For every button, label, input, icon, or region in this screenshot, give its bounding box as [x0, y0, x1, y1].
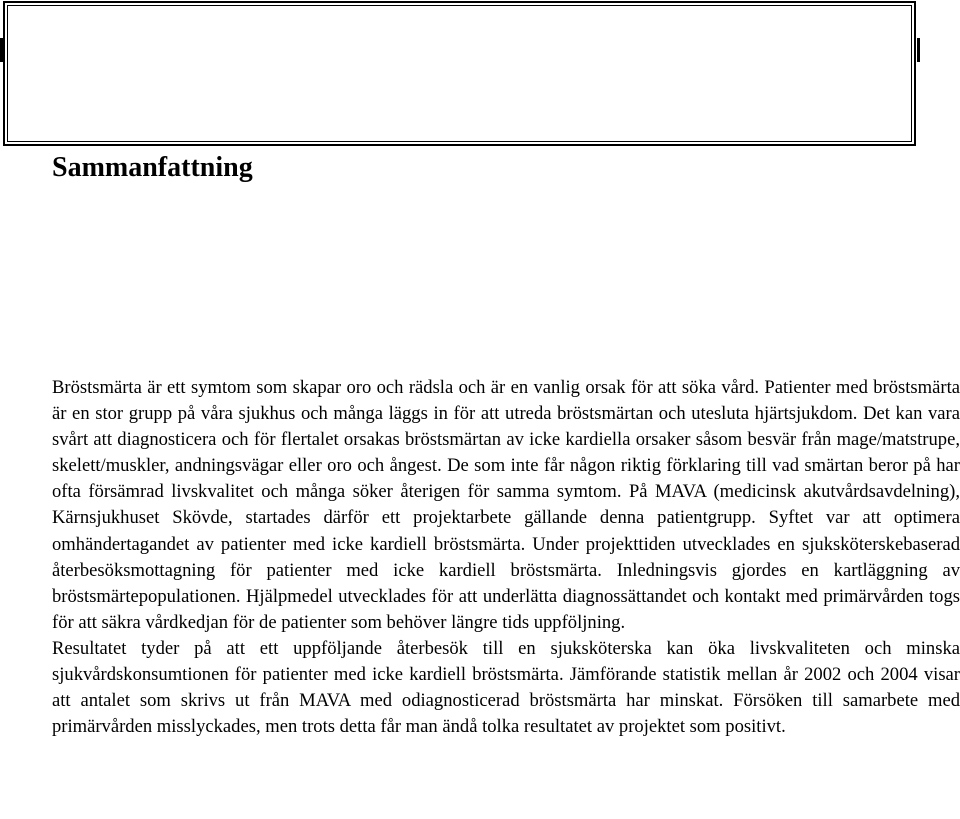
summary-body [52, 375, 960, 740]
header-edge-mark-right [917, 38, 920, 62]
header-edge-mark-left [0, 38, 3, 62]
header-frame [3, 1, 916, 146]
summary-paragraph-2: Resultatet tyder på att ett uppföljande återbesök till en sjuksköterska kan öka livskvaliteten och minska sjukvårdskonsumtionen för patienter med icke kardiell bröstsmärta. Jämförande statistik mellan år 2002 och 2004 visar att antalet som skrivs ut från MAVA med odiagnosticerad bröstsmärta har minskat. Försöken till samarbete med primärvården misslyckades, men trots detta får man ändå tolka resultatet av projektet som positivt. [52, 637, 960, 738]
summary-paragraph-1: Bröstsmärta är ett symtom som skapar oro och rädsla och är en vanlig orsak för att söka vård. Patienter med bröstsmärta är en stor grupp på våra sjukhus och många läggs in för att utreda bröstsmärtan och utesluta hjärtsjukdom. Det kan vara svårt att diagnosticera och för flertalet orsakas bröstsmärtan av icke kardiella orsaker såsom besvär från mage/matstrupe, skelett/muskler, andningsvägar eller oro och ångest. De som inte får någon riktig förklaring till vad smärtan beror på har ofta försämrad livskvalitet och många söker återigen för samma symtom. På MAVA (medicinsk akutvårdsavdelning), Kärnsjukhuset Skövde, startades därför ett projektarbete gällande denna patientgrupp. Syftet var att optimera omhändertagandet av patienter med icke kardiell bröstsmärta. Under projekttiden utvecklades en sjuksköterskebaserad återbesöksmottagning för patienter med icke kardiell bröstsmärta. Inledningsvis gjordes en kartläggning av bröstsmärtepopulationen. Hjälpmedel utvecklades för att underlätta diagnossättandet och kontakt med primärvården togs för att säkra vårdkedjan för de patienter som behöver längre tids uppföljning. [52, 377, 960, 633]
page-title: Sammanfattning [52, 152, 253, 183]
header-frame-inner [7, 5, 912, 142]
